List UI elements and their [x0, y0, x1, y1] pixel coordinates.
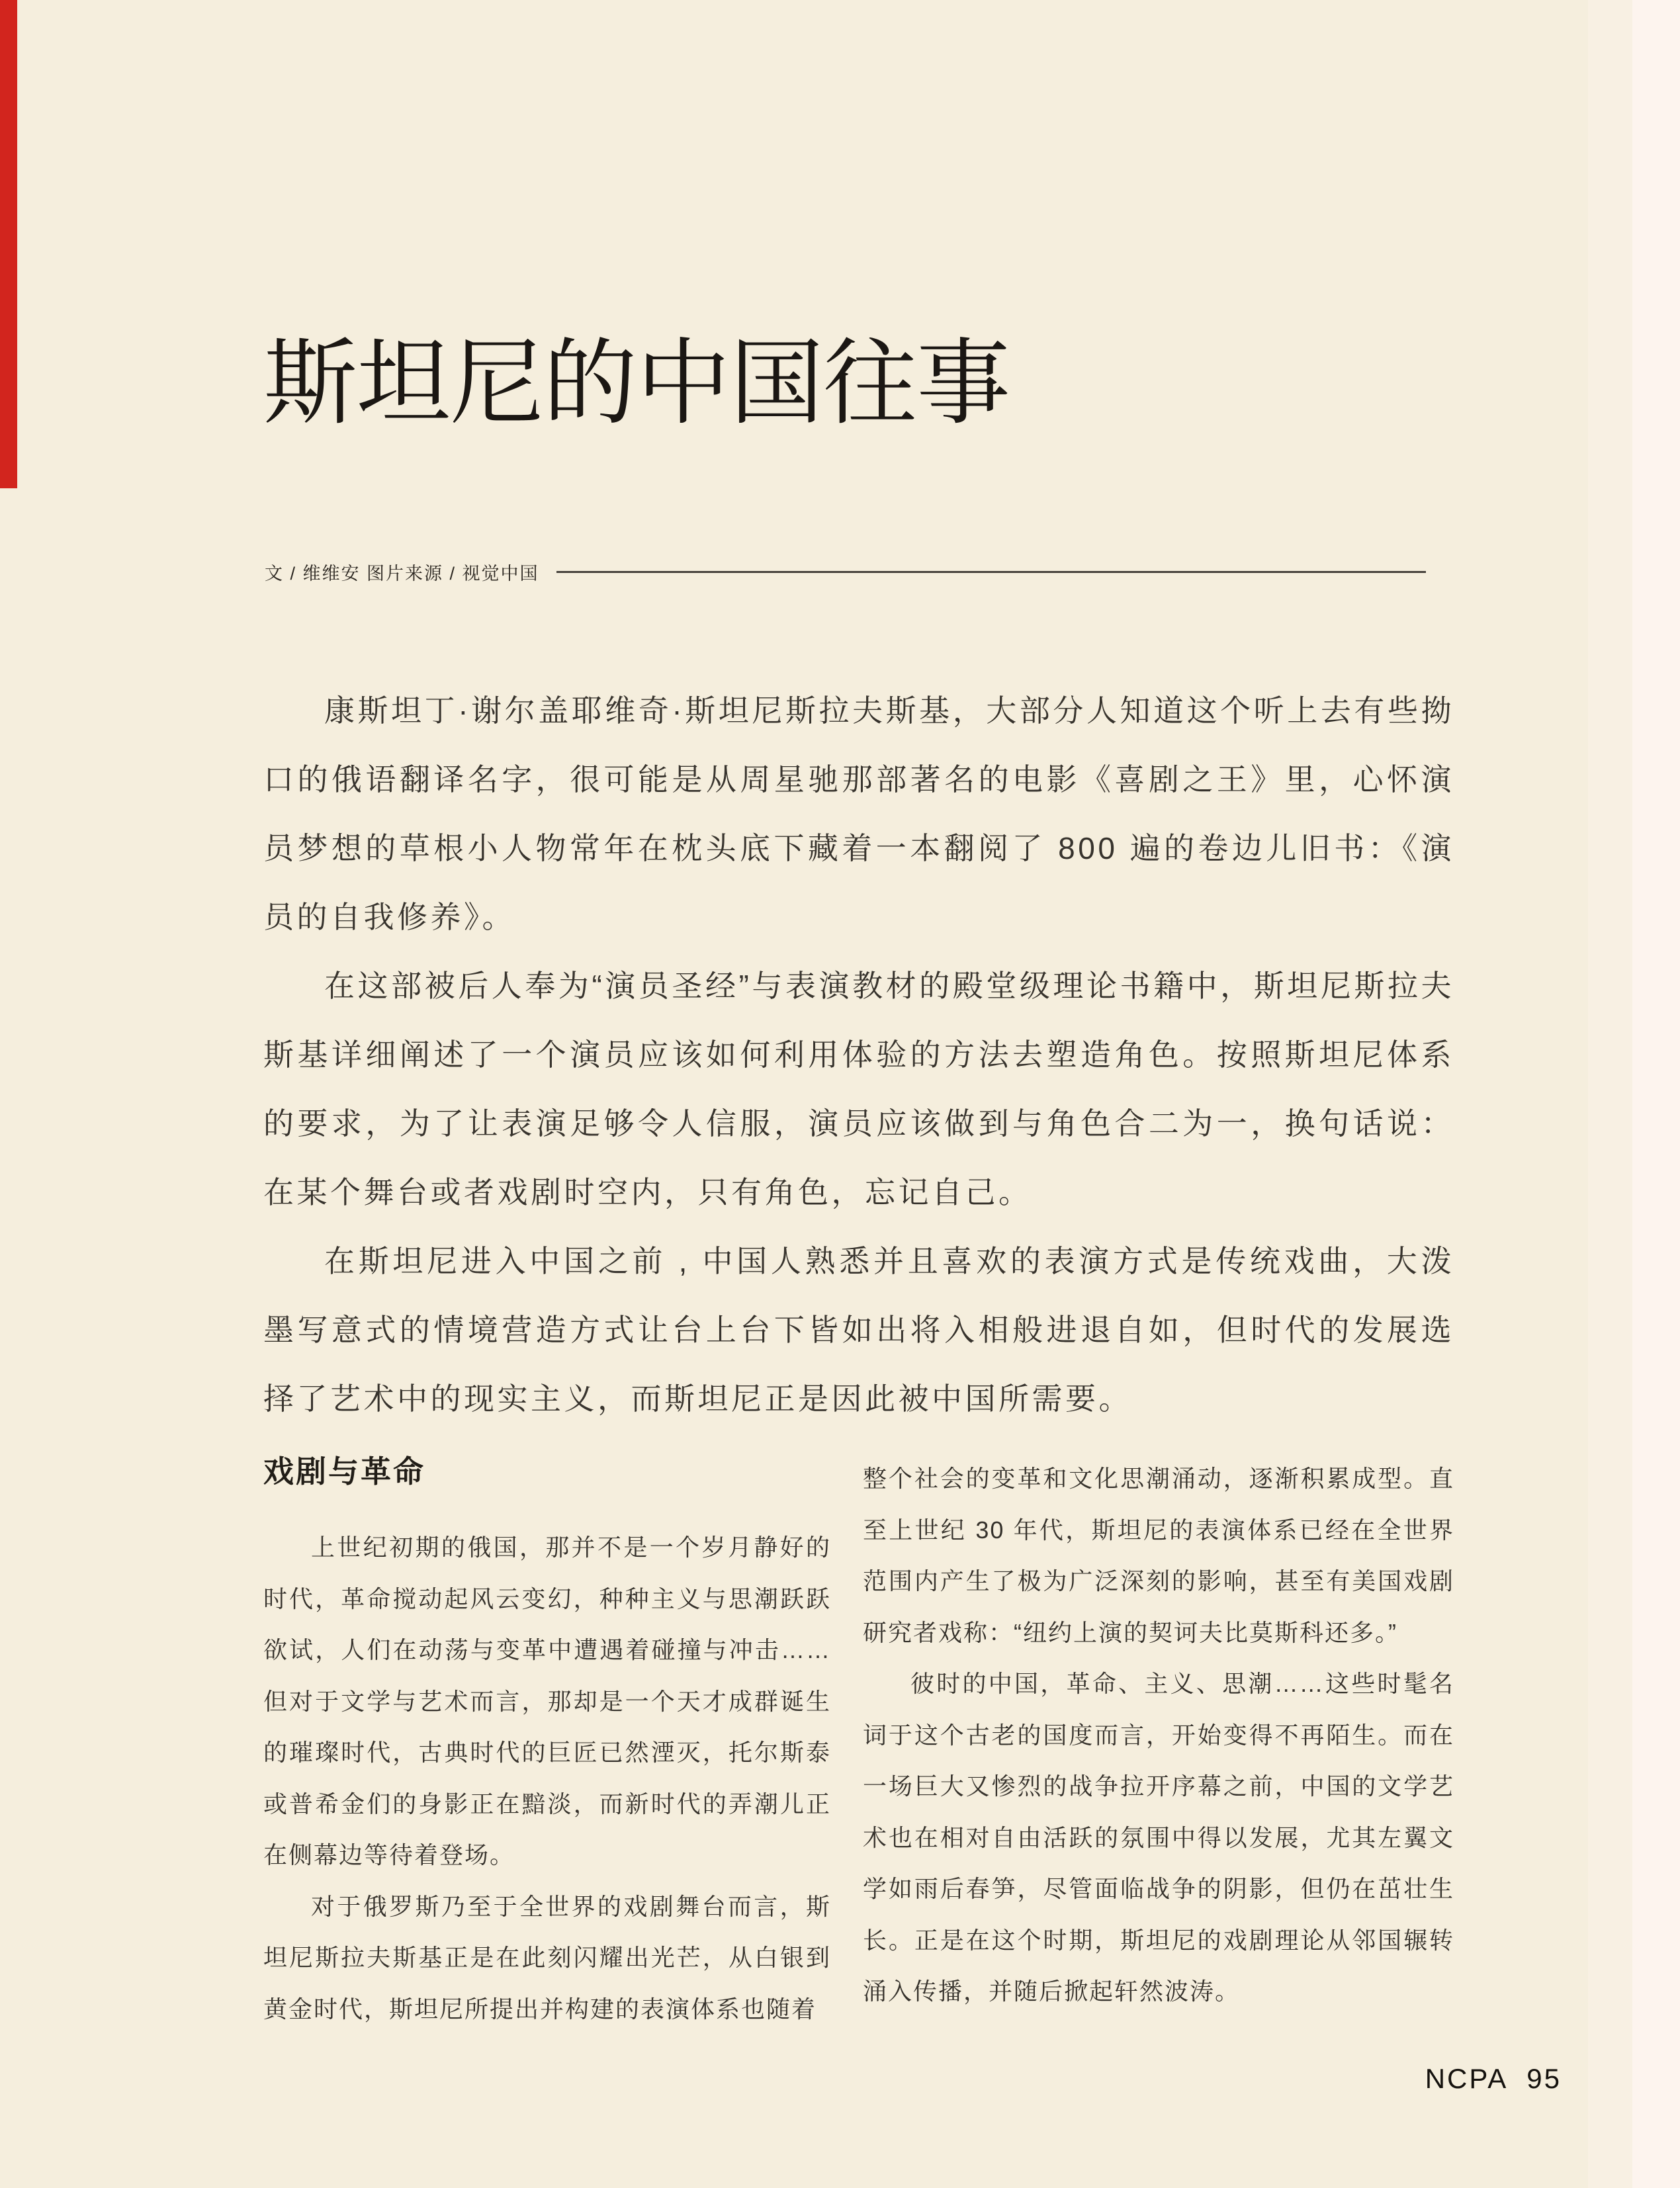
article-title: 斯坦尼的中国往事: [263, 329, 1010, 438]
body-paragraph: 整个社会的变革和文化思潮涌动，逐渐积累成型。直至上世纪 30 年代，斯坦尼的表演体系已经在全世界范围内产生了极为广泛深刻的影响，甚至有美国戏剧研究者戏称：“纽约上演的契诃夫比莫斯科还多。”: [863, 1465, 1454, 1646]
intro-section: [263, 676, 1454, 1433]
footer-brand: NCPA: [1425, 2063, 1509, 2094]
page-edge-red-strip: [0, 0, 17, 488]
byline-rule: [556, 571, 1426, 573]
page-right-edge-highlight: [1632, 0, 1680, 2188]
intro-paragraph: 在这部被后人奉为“演员圣经”与表演教材的殿堂级理论书籍中，斯坦尼斯拉夫斯基详细阐述了一个演员应该如何利用体验的方法去塑造角色。按照斯坦尼体系的要求，为了让表演足够令人信服，演员应该做到与角色合二为一，换句话说：在某个舞台或者戏剧时空内，只有角色，忘记自己。: [263, 969, 1454, 1209]
body-paragraph: 上世纪初期的俄国，那并不是一个岁月静好的时代，革命搅动起风云变幻，种种主义与思潮跃跃欲试，人们在动荡与变革中遭遇着碰撞与冲击……但对于文学与艺术而言，那却是一个天才成群诞生的璀璨时代，古典时代的巨匠已然湮灭，托尔斯泰或普希金们的身影正在黯淡，而新时代的弄潮儿正在侧幕边等待着登场。: [263, 1534, 831, 1868]
body-paragraph: 彼时的中国，革命、主义、思潮……这些时髦名词于这个古老的国度而言，开始变得不再陌生。而在一场巨大又惨烈的战争拉开序幕之前，中国的文学艺术也在相对自由活跃的氛围中得以发展，尤其左翼文学如雨后春笋，尽管面临战争的阴影，但仍在茁壮生长。正是在这个时期，斯坦尼的戏剧理论从邻国辗转涌入传播，并随后掀起轩然波涛。: [863, 1670, 1454, 2005]
right-column: [863, 1453, 1454, 2035]
footer-page-number: 95: [1526, 2063, 1562, 2094]
byline: [265, 559, 1426, 585]
intro-paragraph: 康斯坦丁·谢尔盖耶维奇·斯坦尼斯拉夫斯基，大部分人知道这个听上去有些拗口的俄语翻译名字，很可能是从周星驰那部著名的电影《喜剧之王》里，心怀演员梦想的草根小人物常年在枕头底下藏着一本翻阅了 800 遍的卷边儿旧书：《演员的自我修养》。: [263, 693, 1454, 934]
byline-text: 文 / 维维安 图片来源 / 视觉中国: [265, 564, 539, 584]
body-columns: [263, 1453, 1454, 2035]
intro-paragraph: 在斯坦尼进入中国之前 , 中国人熟悉并且喜欢的表演方式是传统戏曲，大泼墨写意式的情境营造方式让台上台下皆如出将入相般进退自如，但时代的发展选择了艺术中的现实主义，而斯坦尼正是因此被中国所需要。: [263, 1244, 1454, 1416]
page-footer: [1425, 2063, 1562, 2095]
section-heading: 戏剧与革命: [263, 1454, 425, 1489]
body-paragraph: 对于俄罗斯乃至于全世界的戏剧舞台而言，斯坦尼斯拉夫斯基正是在此刻闪耀出光芒，从白银到黄金时代，斯坦尼所提出并构建的表演体系也随着: [263, 1892, 831, 2023]
left-column: [263, 1453, 831, 2035]
